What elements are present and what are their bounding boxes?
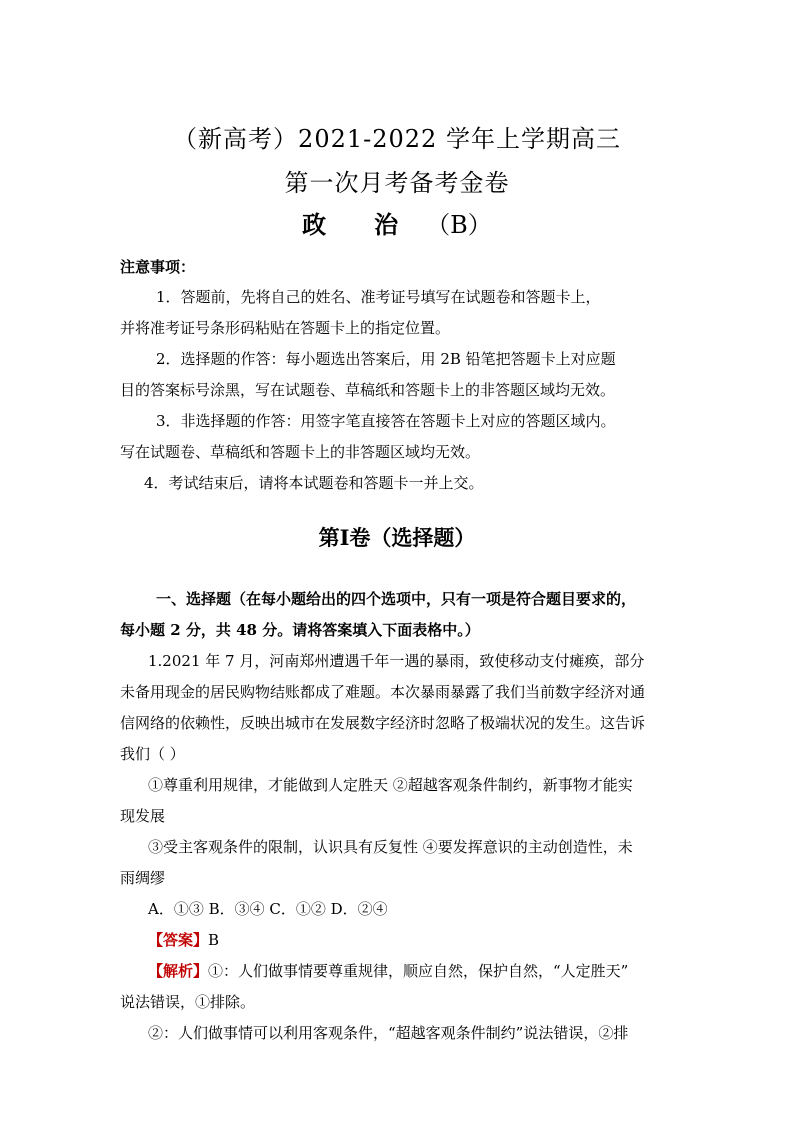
q1-stem-line1: 1.2021 年 7 月，河南郑州遭遇千年一遇的暴雨，致使移动支付瘫痪，部分	[148, 652, 645, 670]
q1-options-row2-line1: ③受主客观条件的限制，认识具有反复性 ④要发挥意识的主动创造性，未	[148, 838, 633, 856]
q1-options-row1-line2: 现发展	[120, 807, 166, 825]
notice-item-1-line1: 1．答题前，先将自己的姓名、准考证号填写在试题卷和答题卡上，	[156, 288, 601, 306]
q1-stem-line3: 信网络的依赖性，反映出城市在发展数字经济时忽略了极端状况的发生。这告诉	[120, 714, 646, 732]
q1-options-row2-line2: 雨绸缪	[120, 869, 166, 887]
notice-heading: 注意事项：	[120, 258, 196, 276]
section-instruction-line2: 每小题 2 分，共 48 分。请将答案填入下面表格中。）	[120, 621, 480, 639]
notice-item-1-line2: 并将准考证号条形码粘贴在答题卡上的指定位置。	[120, 319, 451, 337]
q1-analysis-line3: ②：人们做事情可以利用客观条件，“超越客观条件制约”说法错误，②排	[148, 1024, 629, 1042]
subject-title	[0, 205, 794, 240]
q1-options-row1-line1: ①尊重利用规律，才能做到人定胜天 ②超越客观条件制约，新事物才能实	[148, 776, 633, 794]
notice-item-2-line2: 目的答案标号涂黑，写在试题卷、草稿纸和答题卡上的非答题区域均无效。	[120, 381, 616, 399]
answer-tag: 【答案】	[148, 931, 209, 949]
q1-stem-line4: 我们（ ）	[120, 745, 185, 763]
subject-char-2: 治	[374, 210, 399, 239]
notice-item-4: 4．考试结束后，请将本试题卷和答题卡一并上交。	[144, 474, 484, 492]
notice-list	[120, 282, 680, 499]
question-block	[120, 584, 680, 1049]
exam-title-line2: 第一次月考备考金卷	[284, 169, 510, 197]
notice-item-3-line2: 写在试题卷、草稿纸和答题卡上的非答题区域均无效。	[120, 443, 481, 461]
analysis-tag: 【解析】	[148, 962, 209, 980]
subject-version: （B）	[426, 211, 492, 239]
section-instruction-line1: 一、选择题（在每小题给出的四个选项中，只有一项是符合题目要求的，	[156, 590, 637, 608]
q1-stem-line2: 未备用现金的居民购物结账都成了难题。本次暴雨暴露了我们当前数字经济对通	[120, 683, 646, 701]
analysis-text-1: ①：人们做事情要尊重规律，顺应自然，保护自然，“人定胜天”	[208, 962, 629, 980]
q1-answer	[120, 925, 680, 956]
notice-item-3-line1: 3．非选择题的作答：用签字笔直接答在答题卡上对应的答题区域内。	[156, 412, 616, 430]
notice-item-2-line1: 2．选择题的作答：每小题选出答案后，用 2B 铅笔把答题卡上对应题	[156, 350, 616, 368]
subject-char-1: 政	[302, 210, 327, 239]
q1-analysis-line1	[120, 956, 680, 987]
q1-analysis-line2: 说法错误，①排除。	[120, 993, 256, 1011]
q1-choices: A．①③ B．③④ C．①② D．②④	[148, 900, 388, 918]
section-title: 第Ⅰ卷（选择题）	[318, 525, 476, 550]
answer-value: B	[208, 931, 220, 949]
exam-title-line1: （新高考）2021-2022 学年上学期高三	[173, 125, 621, 153]
